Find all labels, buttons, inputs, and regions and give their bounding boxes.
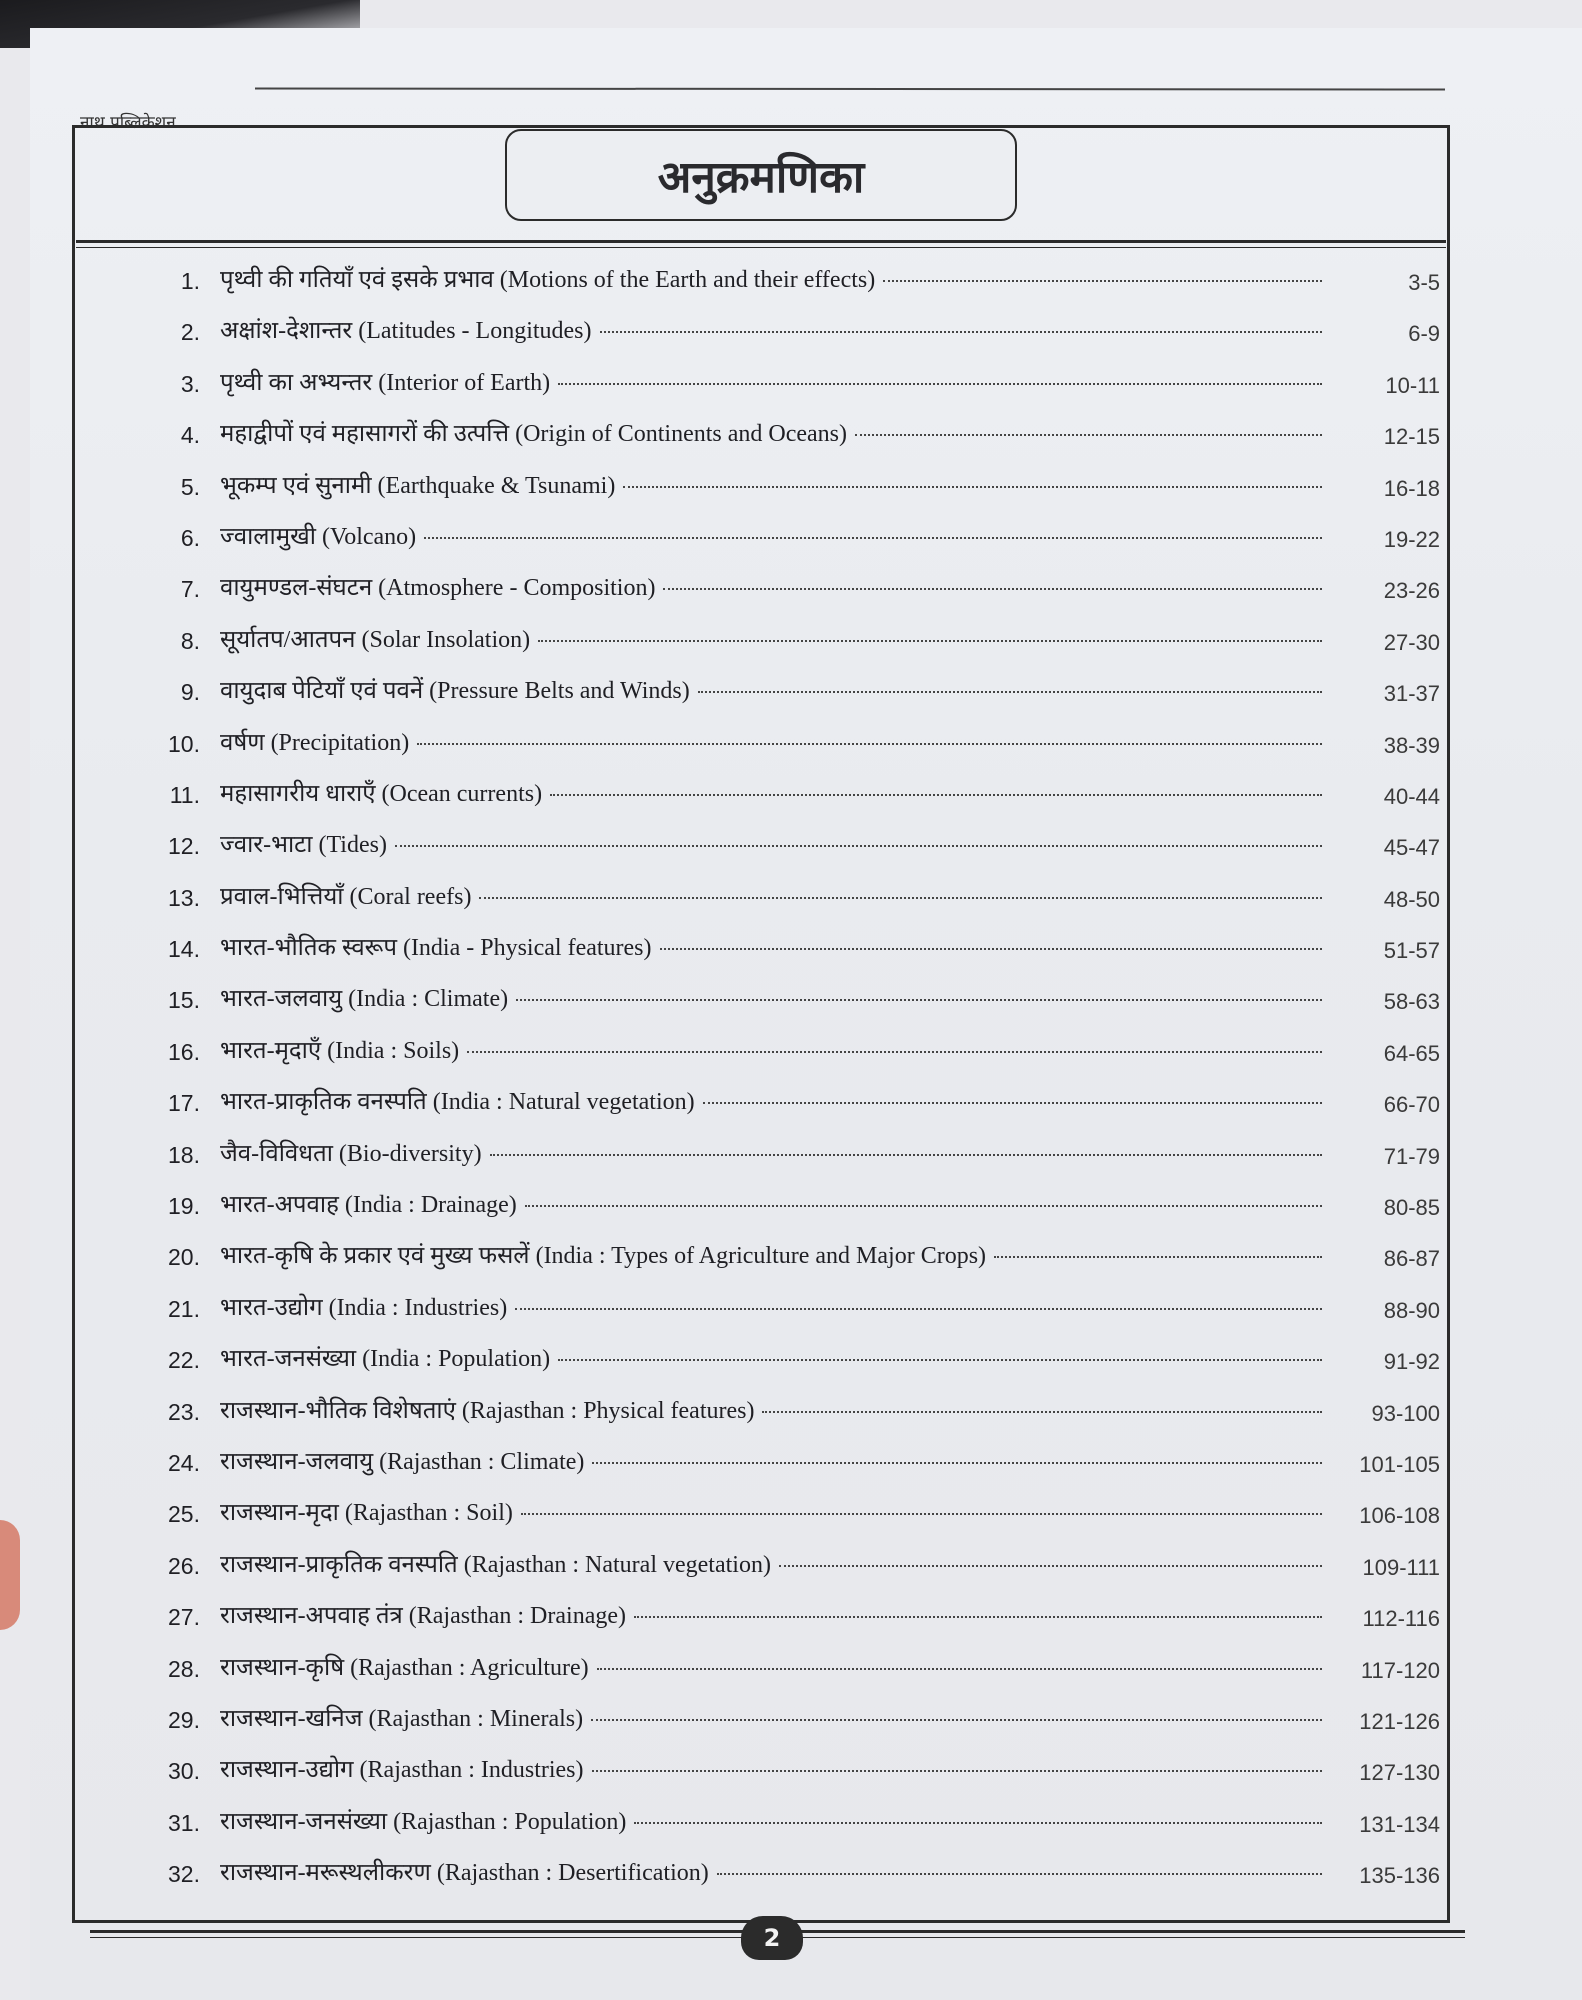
entry-pages: 16-18 (1383, 475, 1440, 501)
entry-title: भारत-अपवाह (India : Drainage) (220, 1192, 517, 1219)
page-title: अनुक्रमणिका (657, 152, 865, 203)
entry-label (220, 622, 1330, 655)
dot-leader (634, 1822, 1322, 1824)
entry-pages: 88-90 (1383, 1297, 1440, 1323)
entry-pages: 23-26 (1383, 578, 1440, 604)
dot-leader (717, 1873, 1322, 1875)
entry-label (220, 1495, 1330, 1528)
entry-label (220, 930, 1330, 963)
dot-leader (883, 280, 1322, 282)
dot-leader (538, 640, 1322, 642)
dot-leader (490, 1154, 1322, 1156)
entry-number: 17. (168, 1090, 200, 1117)
entry-label (220, 262, 1330, 295)
entry-pages: 58-63 (1383, 989, 1440, 1015)
entry-label (220, 981, 1330, 1014)
entry-label (220, 519, 1330, 552)
entry-label (220, 365, 1330, 398)
entry-title: प्रवाल-भित्तियाँ (Coral reefs) (220, 883, 472, 910)
entry-label (220, 1701, 1330, 1734)
entry-label (220, 827, 1330, 860)
entry-label (220, 1598, 1330, 1631)
entry-number: 7. (180, 576, 200, 603)
entry-label (220, 1290, 1330, 1323)
toc-entry (120, 1130, 1440, 1181)
entry-title: राजस्थान-मृदा (Rajasthan : Soil) (220, 1500, 513, 1527)
entry-number: 2. (180, 319, 200, 346)
entry-label (220, 1084, 1330, 1117)
dot-leader (698, 691, 1322, 693)
entry-title: भारत-उद्योग (India : Industries) (220, 1294, 508, 1321)
dot-leader (521, 1513, 1322, 1515)
dot-leader (634, 1616, 1322, 1618)
toc-entry (120, 1027, 1440, 1078)
entry-title: राजस्थान-कृषि (Rajasthan : Agriculture) (220, 1654, 589, 1681)
table-of-contents (120, 256, 1440, 1901)
entry-pages: 40-44 (1383, 783, 1440, 809)
toc-entry (120, 1438, 1440, 1489)
entry-number: 5. (180, 473, 200, 500)
entry-label (220, 468, 1330, 501)
entry-title: अक्षांश-देशान्तर (Latitudes - Longitudes) (220, 318, 592, 345)
toc-entry (120, 1284, 1440, 1335)
entry-label (220, 1547, 1330, 1580)
dot-leader (600, 331, 1322, 333)
dot-leader (660, 948, 1322, 950)
entry-pages: 12-15 (1383, 424, 1440, 450)
header-rule-thin (76, 247, 1446, 248)
entry-pages: 27-30 (1383, 629, 1440, 655)
entry-pages: 45-47 (1383, 835, 1440, 861)
entry-title: राजस्थान-भौतिक विशेषताएं (Rajasthan : Physical features) (220, 1397, 755, 1424)
entry-pages: 19-22 (1383, 526, 1440, 552)
entry-pages: 3-5 (1408, 270, 1440, 295)
entry-title: भूकम्प एवं सुनामी (Earthquake & Tsunami) (220, 472, 616, 499)
toc-entry (120, 462, 1440, 513)
dot-leader (591, 1719, 1322, 1721)
entry-title: पृथ्वी की गतियाँ एवं इसके प्रभाव (Motions of the Earth and their effects) (220, 267, 876, 293)
entry-number: 28. (168, 1655, 200, 1682)
entry-title: राजस्थान-जनसंख्या (Rajasthan : Population) (220, 1808, 627, 1835)
entry-title: भारत-जनसंख्या (India : Population) (220, 1346, 551, 1373)
dot-leader (395, 845, 1322, 847)
entry-pages: 117-120 (1360, 1657, 1440, 1683)
entry-number: 4. (180, 422, 200, 449)
toc-entry (120, 821, 1440, 872)
entry-number: 31. (168, 1809, 200, 1836)
toc-entry (120, 1335, 1440, 1386)
toc-entry (120, 1541, 1440, 1592)
entry-pages: 109-111 (1362, 1554, 1440, 1580)
entry-title: सूर्यातप/आतपन (Solar Insolation) (220, 626, 531, 653)
entry-number: 9. (180, 679, 200, 706)
toc-entry (120, 1746, 1440, 1797)
entry-title: भारत-कृषि के प्रकार एवं मुख्य फसलें (India : Types of Agriculture and Major Crops) (220, 1243, 987, 1270)
toc-entry (120, 307, 1440, 358)
entry-title: भारत-प्राकृतिक वनस्पति (India : Natural vegetation) (220, 1089, 695, 1116)
toc-entry (120, 1695, 1440, 1746)
dot-leader (558, 1359, 1322, 1361)
entry-number: 30. (168, 1758, 200, 1785)
entry-number: 11. (169, 781, 200, 808)
entry-label (220, 673, 1330, 706)
toc-entry (120, 924, 1440, 975)
entry-number: 16. (168, 1038, 200, 1065)
toc-entry (120, 1232, 1440, 1283)
entry-number: 18. (168, 1141, 200, 1168)
dot-leader (703, 1102, 1322, 1104)
toc-entry (120, 770, 1440, 821)
entry-label (220, 1136, 1330, 1169)
entry-label (220, 725, 1330, 758)
dot-leader (417, 743, 1322, 745)
dot-leader (597, 1668, 1322, 1670)
entry-label (220, 1804, 1330, 1837)
dot-leader (515, 1308, 1322, 1310)
entry-pages: 121-126 (1359, 1708, 1440, 1734)
entry-pages: 38-39 (1383, 732, 1440, 758)
entry-title: ज्वालामुखी (Volcano) (220, 523, 417, 550)
dot-leader (525, 1205, 1322, 1207)
page-number: 2 (741, 1916, 803, 1960)
entry-pages: 80-85 (1383, 1195, 1440, 1221)
entry-label (220, 879, 1330, 912)
entry-pages: 31-37 (1383, 681, 1440, 707)
entry-number: 24. (168, 1449, 200, 1476)
page-title-box (505, 129, 1017, 221)
entry-pages: 101-105 (1359, 1451, 1440, 1477)
toc-entry (120, 719, 1440, 770)
entry-label (220, 1393, 1330, 1426)
entry-number: 26. (168, 1552, 200, 1579)
entry-label (220, 313, 1330, 346)
entry-number: 22. (168, 1347, 200, 1374)
entry-title: राजस्थान-प्राकृतिक वनस्पति (Rajasthan : Natural vegetation) (220, 1551, 771, 1578)
toc-entry (120, 1489, 1440, 1540)
toc-entry (120, 1644, 1440, 1695)
entry-number: 20. (168, 1244, 200, 1271)
entry-number: 25. (168, 1501, 200, 1528)
entry-number: 32. (168, 1861, 200, 1888)
toc-entry (120, 1592, 1440, 1643)
toc-entry (120, 1181, 1440, 1232)
entry-title: जैव-विविधता (Bio-diversity) (220, 1140, 482, 1167)
publisher-name: नाथ पब्लिकेशन (80, 113, 176, 133)
header-rule (76, 240, 1446, 243)
entry-pages: 91-92 (1383, 1349, 1440, 1375)
entry-title: ज्वार-भाटा (Tides) (220, 832, 387, 859)
entry-number: 3. (180, 370, 200, 397)
entry-title: राजस्थान-मरूस्थलीकरण (Rajasthan : Desertification) (220, 1860, 709, 1887)
entry-title: भारत-मृदाएँ (India : Soils) (220, 1037, 460, 1064)
entry-pages: 64-65 (1383, 1040, 1440, 1066)
entry-title: महाद्वीपों एवं महासागरों की उत्पत्ति (Origin of Continents and Oceans) (220, 421, 848, 448)
dot-leader (762, 1411, 1322, 1413)
entry-title: भारत-जलवायु (India : Climate) (220, 986, 509, 1013)
entry-number: 19. (168, 1193, 200, 1220)
toc-entry (120, 256, 1440, 307)
dot-leader (592, 1462, 1322, 1464)
entry-label (220, 1033, 1330, 1066)
dot-leader (479, 897, 1322, 899)
entry-number: 1. (180, 268, 200, 294)
entry-number: 12. (168, 833, 200, 860)
dot-leader (467, 1051, 1322, 1053)
dot-leader (592, 1770, 1322, 1772)
finger-edge (0, 1520, 20, 1630)
entry-label (220, 1187, 1330, 1220)
toc-entry (120, 564, 1440, 615)
entry-label (220, 1855, 1330, 1888)
toc-entry (120, 513, 1440, 564)
dot-leader (424, 537, 1322, 539)
entry-title: वायुदाब पेटियाँ एवं पवनें (Pressure Belts and Winds) (220, 678, 690, 705)
toc-entry (120, 1798, 1440, 1849)
entry-label (220, 416, 1330, 449)
entry-label (220, 570, 1330, 603)
entry-title: वर्षण (Precipitation) (220, 729, 410, 756)
entry-title: राजस्थान-जलवायु (Rajasthan : Climate) (220, 1448, 585, 1475)
entry-pages: 93-100 (1371, 1400, 1440, 1426)
entry-title: पृथ्वी का अभ्यन्तर (Interior of Earth) (220, 369, 551, 396)
entry-pages: 86-87 (1383, 1246, 1440, 1272)
dot-leader (663, 588, 1322, 590)
toc-entry (120, 873, 1440, 924)
entry-pages: 127-130 (1359, 1760, 1440, 1786)
entry-number: 14. (168, 936, 200, 963)
entry-label (220, 1650, 1330, 1683)
entry-label (220, 1752, 1330, 1785)
entry-number: 29. (168, 1706, 200, 1733)
entry-title: राजस्थान-अपवाह तंत्र (Rajasthan : Drainage) (220, 1603, 627, 1630)
toc-entry (120, 667, 1440, 718)
entry-title: राजस्थान-खनिज (Rajasthan : Minerals) (220, 1705, 584, 1732)
entry-number: 10. (168, 730, 200, 757)
dot-leader (855, 434, 1322, 436)
entry-title: वायुमण्डल-संघटन (Atmosphere - Composition) (220, 575, 656, 602)
entry-pages: 135-136 (1359, 1863, 1440, 1889)
toc-entry (120, 1078, 1440, 1129)
dot-leader (623, 486, 1322, 488)
entry-pages: 131-134 (1359, 1811, 1440, 1837)
toc-entry (120, 975, 1440, 1026)
entry-number: 21. (168, 1295, 200, 1322)
dot-leader (779, 1565, 1322, 1567)
entry-number: 15. (168, 987, 200, 1014)
dot-leader (994, 1256, 1322, 1258)
entry-pages: 106-108 (1359, 1503, 1440, 1529)
entry-pages: 66-70 (1383, 1092, 1440, 1118)
entry-pages: 48-50 (1383, 886, 1440, 912)
toc-entry (120, 410, 1440, 461)
entry-label (220, 1341, 1330, 1374)
entry-pages: 6-9 (1408, 321, 1440, 347)
entry-title: राजस्थान-उद्योग (Rajasthan : Industries) (220, 1757, 584, 1784)
toc-entry (120, 359, 1440, 410)
toc-entry (120, 1387, 1440, 1438)
entry-number: 8. (180, 627, 200, 654)
toc-entry (120, 1849, 1440, 1900)
entry-pages: 71-79 (1383, 1143, 1440, 1169)
entry-pages: 112-116 (1362, 1606, 1440, 1632)
dot-leader (558, 383, 1322, 385)
entry-number: 6. (180, 524, 200, 551)
entry-label (220, 1238, 1330, 1271)
dot-leader (550, 794, 1322, 796)
dot-leader (516, 999, 1322, 1001)
toc-entry (120, 616, 1440, 667)
entry-label (220, 776, 1330, 809)
entry-number: 23. (168, 1398, 200, 1425)
entry-number: 27. (168, 1604, 200, 1631)
entry-pages: 51-57 (1383, 938, 1440, 964)
entry-title: भारत-भौतिक स्वरूप (India - Physical features) (220, 935, 652, 962)
entry-label (220, 1444, 1330, 1477)
entry-pages: 10-11 (1385, 372, 1440, 398)
entry-number: 13. (168, 884, 200, 911)
entry-title: महासागरीय धाराएँ (Ocean currents) (220, 780, 543, 807)
